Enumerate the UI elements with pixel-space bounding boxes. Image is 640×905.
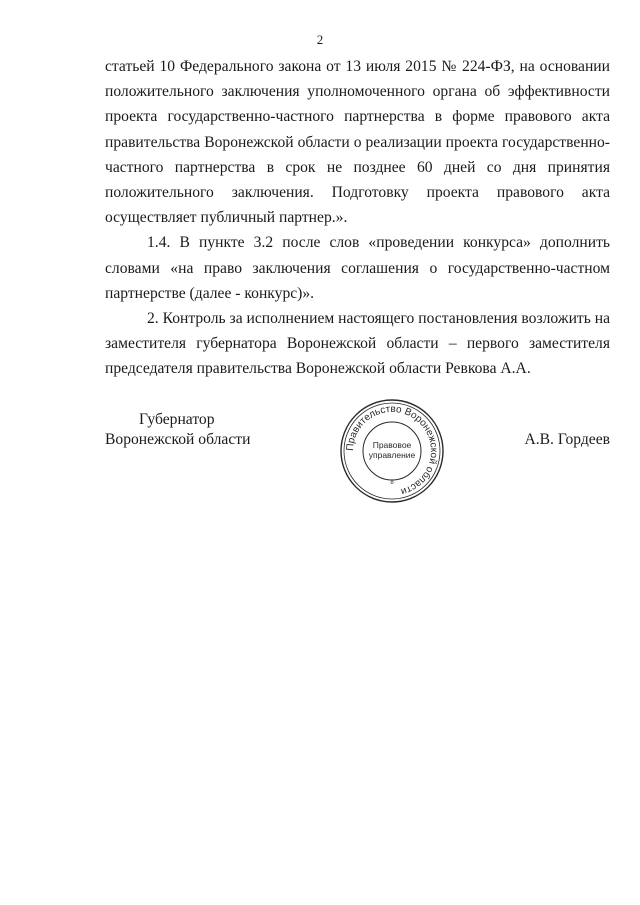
text-line: осуществляет публичный партнер.». (105, 209, 348, 227)
text-line: положительного заключения уполномоченного органа об эффективности (105, 83, 610, 101)
stamp-mark: 8 (390, 480, 394, 486)
text-line: проекта государственно-частного партнерства в форме правового акта (105, 108, 610, 126)
text-line: частного партнерства в срок не позднее 60 дней со дня принятия (105, 158, 610, 176)
text-line: словами «на право заключения соглашения о государственно-частном (105, 259, 610, 277)
signatory-title-line: Воронежской области (105, 431, 251, 448)
stamp-ring-text: Правительство Воронежской области (344, 403, 440, 497)
paragraph-item-1-4 (105, 230, 610, 306)
document-body (105, 54, 610, 382)
text-line: председателя правительства Воронежской области Ревкова А.А. (105, 360, 531, 378)
text-line: 2. Контроль за исполнением настоящего постановления возложить на (147, 310, 611, 328)
text-line: правительства Воронежской области о реализации проекта государственно- (105, 133, 610, 151)
paragraph-continuation (105, 54, 610, 230)
stamp-center-text: Правовое (372, 440, 412, 450)
text-line: статьей 10 Федерального закона от 13 июля 2015 № 224-ФЗ, на основании (105, 58, 610, 75)
text-line: положительного заключения. Подготовку проекта правового акта (105, 184, 610, 202)
text-line: 1.4. В пункте 3.2 после слов «проведении конкурса» дополнить (147, 234, 610, 252)
signatory-name: А.В. Гордеев (524, 431, 610, 448)
text-line: партнерстве (далее - конкурс)». (105, 284, 315, 302)
page-number: 2 (316, 32, 324, 47)
text-line: заместителя губернатора Воронежской области – первого заместителя (105, 335, 610, 353)
signatory-title-line: Губернатор (139, 411, 215, 428)
signatory-title (105, 410, 250, 450)
stamp-center-text: управление (368, 450, 416, 460)
paragraph-item-2 (105, 306, 610, 382)
official-stamp (339, 398, 445, 504)
